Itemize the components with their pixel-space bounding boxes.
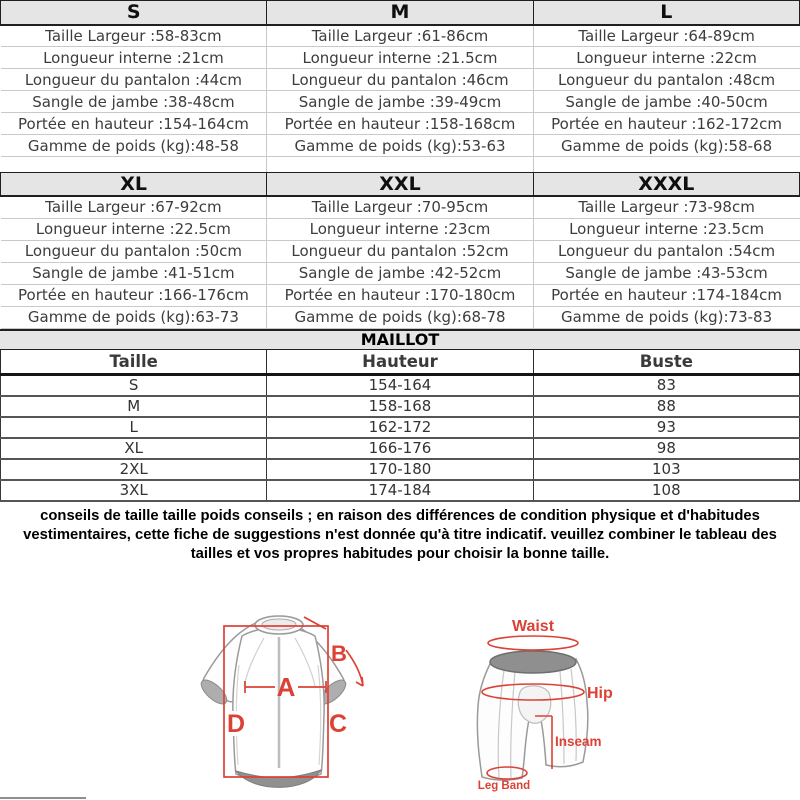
- maillot-cell: 108: [533, 480, 799, 501]
- spec-cell: Longueur interne :21.5cm: [267, 47, 533, 69]
- size-header-xxxl: XXXL: [533, 172, 799, 196]
- table-row: [1, 196, 800, 218]
- spec-cell: Taille Largeur :67-92cm: [1, 196, 267, 218]
- table-row: [1, 113, 800, 135]
- spec-cell: Longueur interne :21cm: [1, 47, 267, 69]
- spec-cell: Portée en hauteur :158-168cm: [267, 113, 533, 135]
- size-header-l: L: [533, 1, 799, 25]
- maillot-cell: 162-172: [267, 417, 533, 438]
- shorts-chamois: [518, 686, 551, 724]
- jersey-label-b: B: [331, 641, 347, 666]
- maillot-cell: 170-180: [267, 459, 533, 480]
- maillot-cell: 2XL: [1, 459, 267, 480]
- shorts-label-legband: Leg Band: [477, 780, 531, 792]
- table-row: [1, 284, 800, 306]
- size-advice-disclaimer: [0, 507, 800, 564]
- maillot-cell: 83: [533, 375, 799, 396]
- table-row: [1, 135, 800, 157]
- spec-cell: Longueur interne :22.5cm: [1, 218, 267, 240]
- spec-cell: Longueur interne :23cm: [267, 218, 533, 240]
- table-header-row: [1, 350, 800, 375]
- table-row: [1, 25, 800, 47]
- spec-cell: Gamme de poids (kg):73-83: [533, 306, 799, 328]
- table-row: [1, 480, 800, 501]
- spacer-row: [1, 157, 800, 172]
- shorts-label-waist: Waist: [511, 618, 555, 635]
- spec-cell: Portée en hauteur :174-184cm: [533, 284, 799, 306]
- measurement-diagrams: [0, 606, 800, 800]
- spec-cell: Gamme de poids (kg):58-68: [533, 135, 799, 157]
- jersey-label-c: C: [328, 710, 348, 738]
- spec-cell: Taille Largeur :61-86cm: [267, 25, 533, 47]
- maillot-cell: 88: [533, 396, 799, 417]
- shorts-label-inseam: Inseam: [555, 734, 602, 749]
- spec-cell: Taille Largeur :64-89cm: [533, 25, 799, 47]
- spec-cell: Sangle de jambe :39-49cm: [267, 91, 533, 113]
- table-row: [1, 375, 800, 396]
- spec-cell: Longueur du pantalon :50cm: [1, 240, 267, 262]
- spec-cell: Portée en hauteur :154-164cm: [1, 113, 267, 135]
- shorts-size-table-xl: [0, 172, 800, 329]
- spec-cell: Sangle de jambe :41-51cm: [1, 262, 267, 284]
- maillot-cell: S: [1, 375, 267, 396]
- maillot-cell: 103: [533, 459, 799, 480]
- maillot-cell: 93: [533, 417, 799, 438]
- table-header-row: [1, 172, 800, 196]
- measure-waist-ellipse: [488, 636, 578, 650]
- maillot-cell: 174-184: [267, 480, 533, 501]
- spec-cell: Longueur du pantalon :48cm: [533, 69, 799, 91]
- spec-cell: Taille Largeur :70-95cm: [267, 196, 533, 218]
- table-row: [1, 91, 800, 113]
- table-row: [1, 396, 800, 417]
- table-row: [1, 306, 800, 328]
- table-row: [1, 438, 800, 459]
- spec-cell: Gamme de poids (kg):68-78: [267, 306, 533, 328]
- table-row: [1, 459, 800, 480]
- shorts-waistband: [490, 651, 576, 673]
- bottom-edge-line: [0, 797, 86, 799]
- spec-cell: Longueur du pantalon :52cm: [267, 240, 533, 262]
- maillot-cell: 154-164: [267, 375, 533, 396]
- spec-cell: Longueur interne :22cm: [533, 47, 799, 69]
- table-row: [1, 69, 800, 91]
- spec-cell: Sangle de jambe :38-48cm: [1, 91, 267, 113]
- shorts-label-hip: Hip: [587, 685, 613, 702]
- spec-cell: Taille Largeur :73-98cm: [533, 196, 799, 218]
- table-header-row: [1, 1, 800, 25]
- spec-cell: Longueur du pantalon :54cm: [533, 240, 799, 262]
- table-row: [1, 218, 800, 240]
- disclaimer-line: tailles et vos propres habitudes pour choisir la bonne taille.: [190, 545, 610, 562]
- spacer-cell: [533, 157, 799, 172]
- size-header-xl: XL: [1, 172, 267, 196]
- spec-cell: Portée en hauteur :170-180cm: [267, 284, 533, 306]
- maillot-cell: L: [1, 417, 267, 438]
- jersey-label-a: A: [276, 672, 296, 702]
- spec-cell: Gamme de poids (kg):53-63: [267, 135, 533, 157]
- spec-cell: Longueur du pantalon :44cm: [1, 69, 267, 91]
- size-header-m: M: [267, 1, 533, 25]
- disclaimer-line: vestimentaires, cette fiche de suggestions n'est donnée qu'à titre indicatif. veuillez combiner le tableau des: [23, 526, 777, 543]
- maillot-header-taille: Taille: [1, 350, 267, 375]
- spec-cell: Gamme de poids (kg):48-58: [1, 135, 267, 157]
- jersey-collar-inner: [262, 619, 296, 630]
- size-header-s: S: [1, 1, 267, 25]
- spec-cell: Longueur du pantalon :46cm: [267, 69, 533, 91]
- shorts-size-table-sml: [0, 0, 800, 172]
- maillot-cell: 166-176: [267, 438, 533, 459]
- maillot-size-table: [0, 350, 800, 502]
- maillot-cell: 158-168: [267, 396, 533, 417]
- spec-cell: Sangle de jambe :43-53cm: [533, 262, 799, 284]
- spec-cell: Sangle de jambe :40-50cm: [533, 91, 799, 113]
- table-row: [1, 47, 800, 69]
- spec-cell: Gamme de poids (kg):63-73: [1, 306, 267, 328]
- table-row: [1, 240, 800, 262]
- spec-cell: Sangle de jambe :42-52cm: [267, 262, 533, 284]
- spec-cell: Portée en hauteur :162-172cm: [533, 113, 799, 135]
- spec-cell: Taille Largeur :58-83cm: [1, 25, 267, 47]
- maillot-cell: 3XL: [1, 480, 267, 501]
- table-row: [1, 417, 800, 438]
- shorts-measurement-diagram: [448, 606, 658, 798]
- spacer-cell: [267, 157, 533, 172]
- maillot-header-buste: Buste: [533, 350, 799, 375]
- jersey-label-d: D: [226, 710, 246, 738]
- spacer-cell: [1, 157, 267, 172]
- spec-cell: Portée en hauteur :166-176cm: [1, 284, 267, 306]
- spec-cell: Longueur interne :23.5cm: [533, 218, 799, 240]
- disclaimer-line: conseils de taille taille poids conseils ; en raison des différences de condition physique et d'habitudes: [40, 507, 760, 524]
- maillot-cell: M: [1, 396, 267, 417]
- maillot-header-hauteur: Hauteur: [267, 350, 533, 375]
- maillot-section-title: MAILLOT: [0, 329, 800, 350]
- size-header-xxl: XXL: [267, 172, 533, 196]
- maillot-cell: XL: [1, 438, 267, 459]
- maillot-cell: 98: [533, 438, 799, 459]
- jersey-measurement-diagram: [176, 610, 371, 800]
- table-row: [1, 262, 800, 284]
